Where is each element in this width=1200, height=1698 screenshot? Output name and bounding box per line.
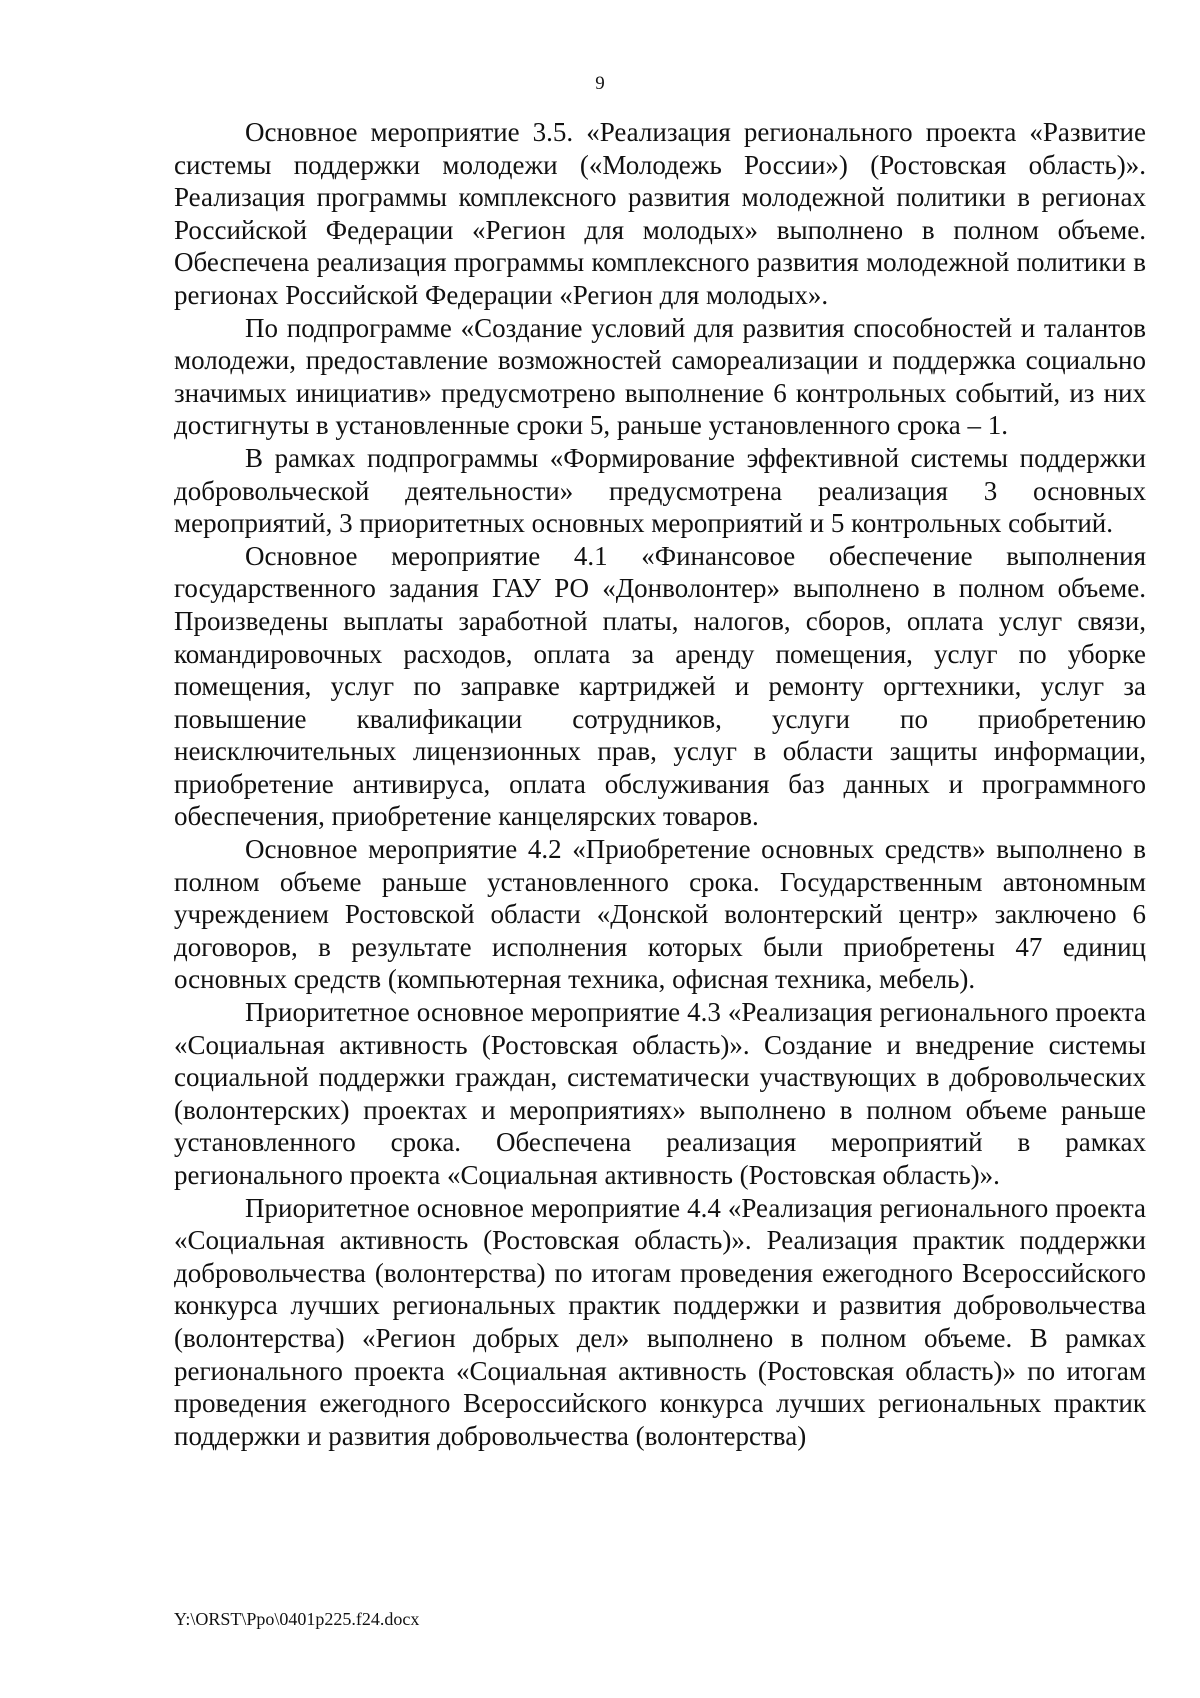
paragraph-measure-4-2: Основное мероприятие 4.2 «Приобретение основных средств» выполнено в полном объеме раньше установленного срока. Государственным автономным учреждением Ростовской области «Донской волонтерский центр» заключено 6 договоров, в результате исполнения которых были приобретены 47 единиц основных средств (компьютерная техника, офисная техника, мебель). [174, 834, 1146, 995]
paragraph-subprogram-volunteering: В рамках подпрограммы «Формирование эффективной системы поддержки добровольческой деятельности» предусмотрена реализация 3 основных мероприятий, 3 приоритетных основных мероприятий и 5 контрольных событий. [174, 442, 1146, 539]
footer-file-path: Y:\ORST\Ppo\0401p225.f24.docx [174, 1609, 420, 1629]
paragraph-measure-4-3: Приоритетное основное мероприятие 4.3 «Реализация регионального проекта «Социальная активность (Ростовская область)». Создание и внедрение системы социальной поддержки граждан, систематически участвующих в добровольческих (волонтерских) проектах и мероприятиях» выполнено в полном объеме раньше установленного срока. Обеспечена реализация мероприятий в рамках регионального проекта «Социальная активность (Ростовская область)». [174, 997, 1146, 1190]
paragraph-measure-4-1: Основное мероприятие 4.1 «Финансовое обеспечение выполнения государственного задания ГАУ РО «Донволонтер» выполнено в полном объеме. Произведены выплаты заработной платы, налогов, сборов, оплата услуг связи, командировочных расходов, оплата за аренду помещения, услуг по уборке помещения, услуг по заправке картриджей и ремонту оргтехники, услуг за повышение квалификации сотрудников, услуги по приобретению неисключительных лицензионных прав, услуг в области защиты информации, приобретение антивируса, оплата обслуживания баз данных и программного обеспечения, приобретение канцелярских товаров. [174, 540, 1146, 832]
paragraph-measure-3-5: Основное мероприятие 3.5. «Реализация регионального проекта «Развитие системы поддержки молодежи («Молодежь России») (Ростовская область)». Реализация программы комплексного развития молодежной политики в регионах Российской Федерации «Регион для молодых» выполнено в полном объеме. Обеспечена реализация программы комплексного развития молодежной политики в регионах Российской Федерации «Регион для молодых». [174, 117, 1146, 310]
document-body [174, 116, 1146, 1452]
page-number: 9 [595, 73, 605, 94]
paragraph-measure-4-4: Приоритетное основное мероприятие 4.4 «Реализация регионального проекта «Социальная активность (Ростовская область)». Реализация практик поддержки добровольчества (волонтерства) по итогам проведения ежегодного Всероссийского конкурса лучших региональных практик поддержки и развития добровольчества (волонтерства) «Регион добрых дел» выполнено в полном объеме. В рамках регионального проекта «Социальная активность (Ростовская область)» по итогам проведения ежегодного Всероссийского конкурса лучших региональных практик поддержки и развития добровольчества (волонтерства) [174, 1192, 1146, 1451]
paragraph-subprogram-talents: По подпрограмме «Создание условий для развития способностей и талантов молодежи, предоставление возможностей самореализации и поддержка социально значимых инициатив» предусмотрено выполнение 6 контрольных событий, из них достигнуты в установленные сроки 5, раньше установленного срока – 1. [174, 312, 1146, 441]
